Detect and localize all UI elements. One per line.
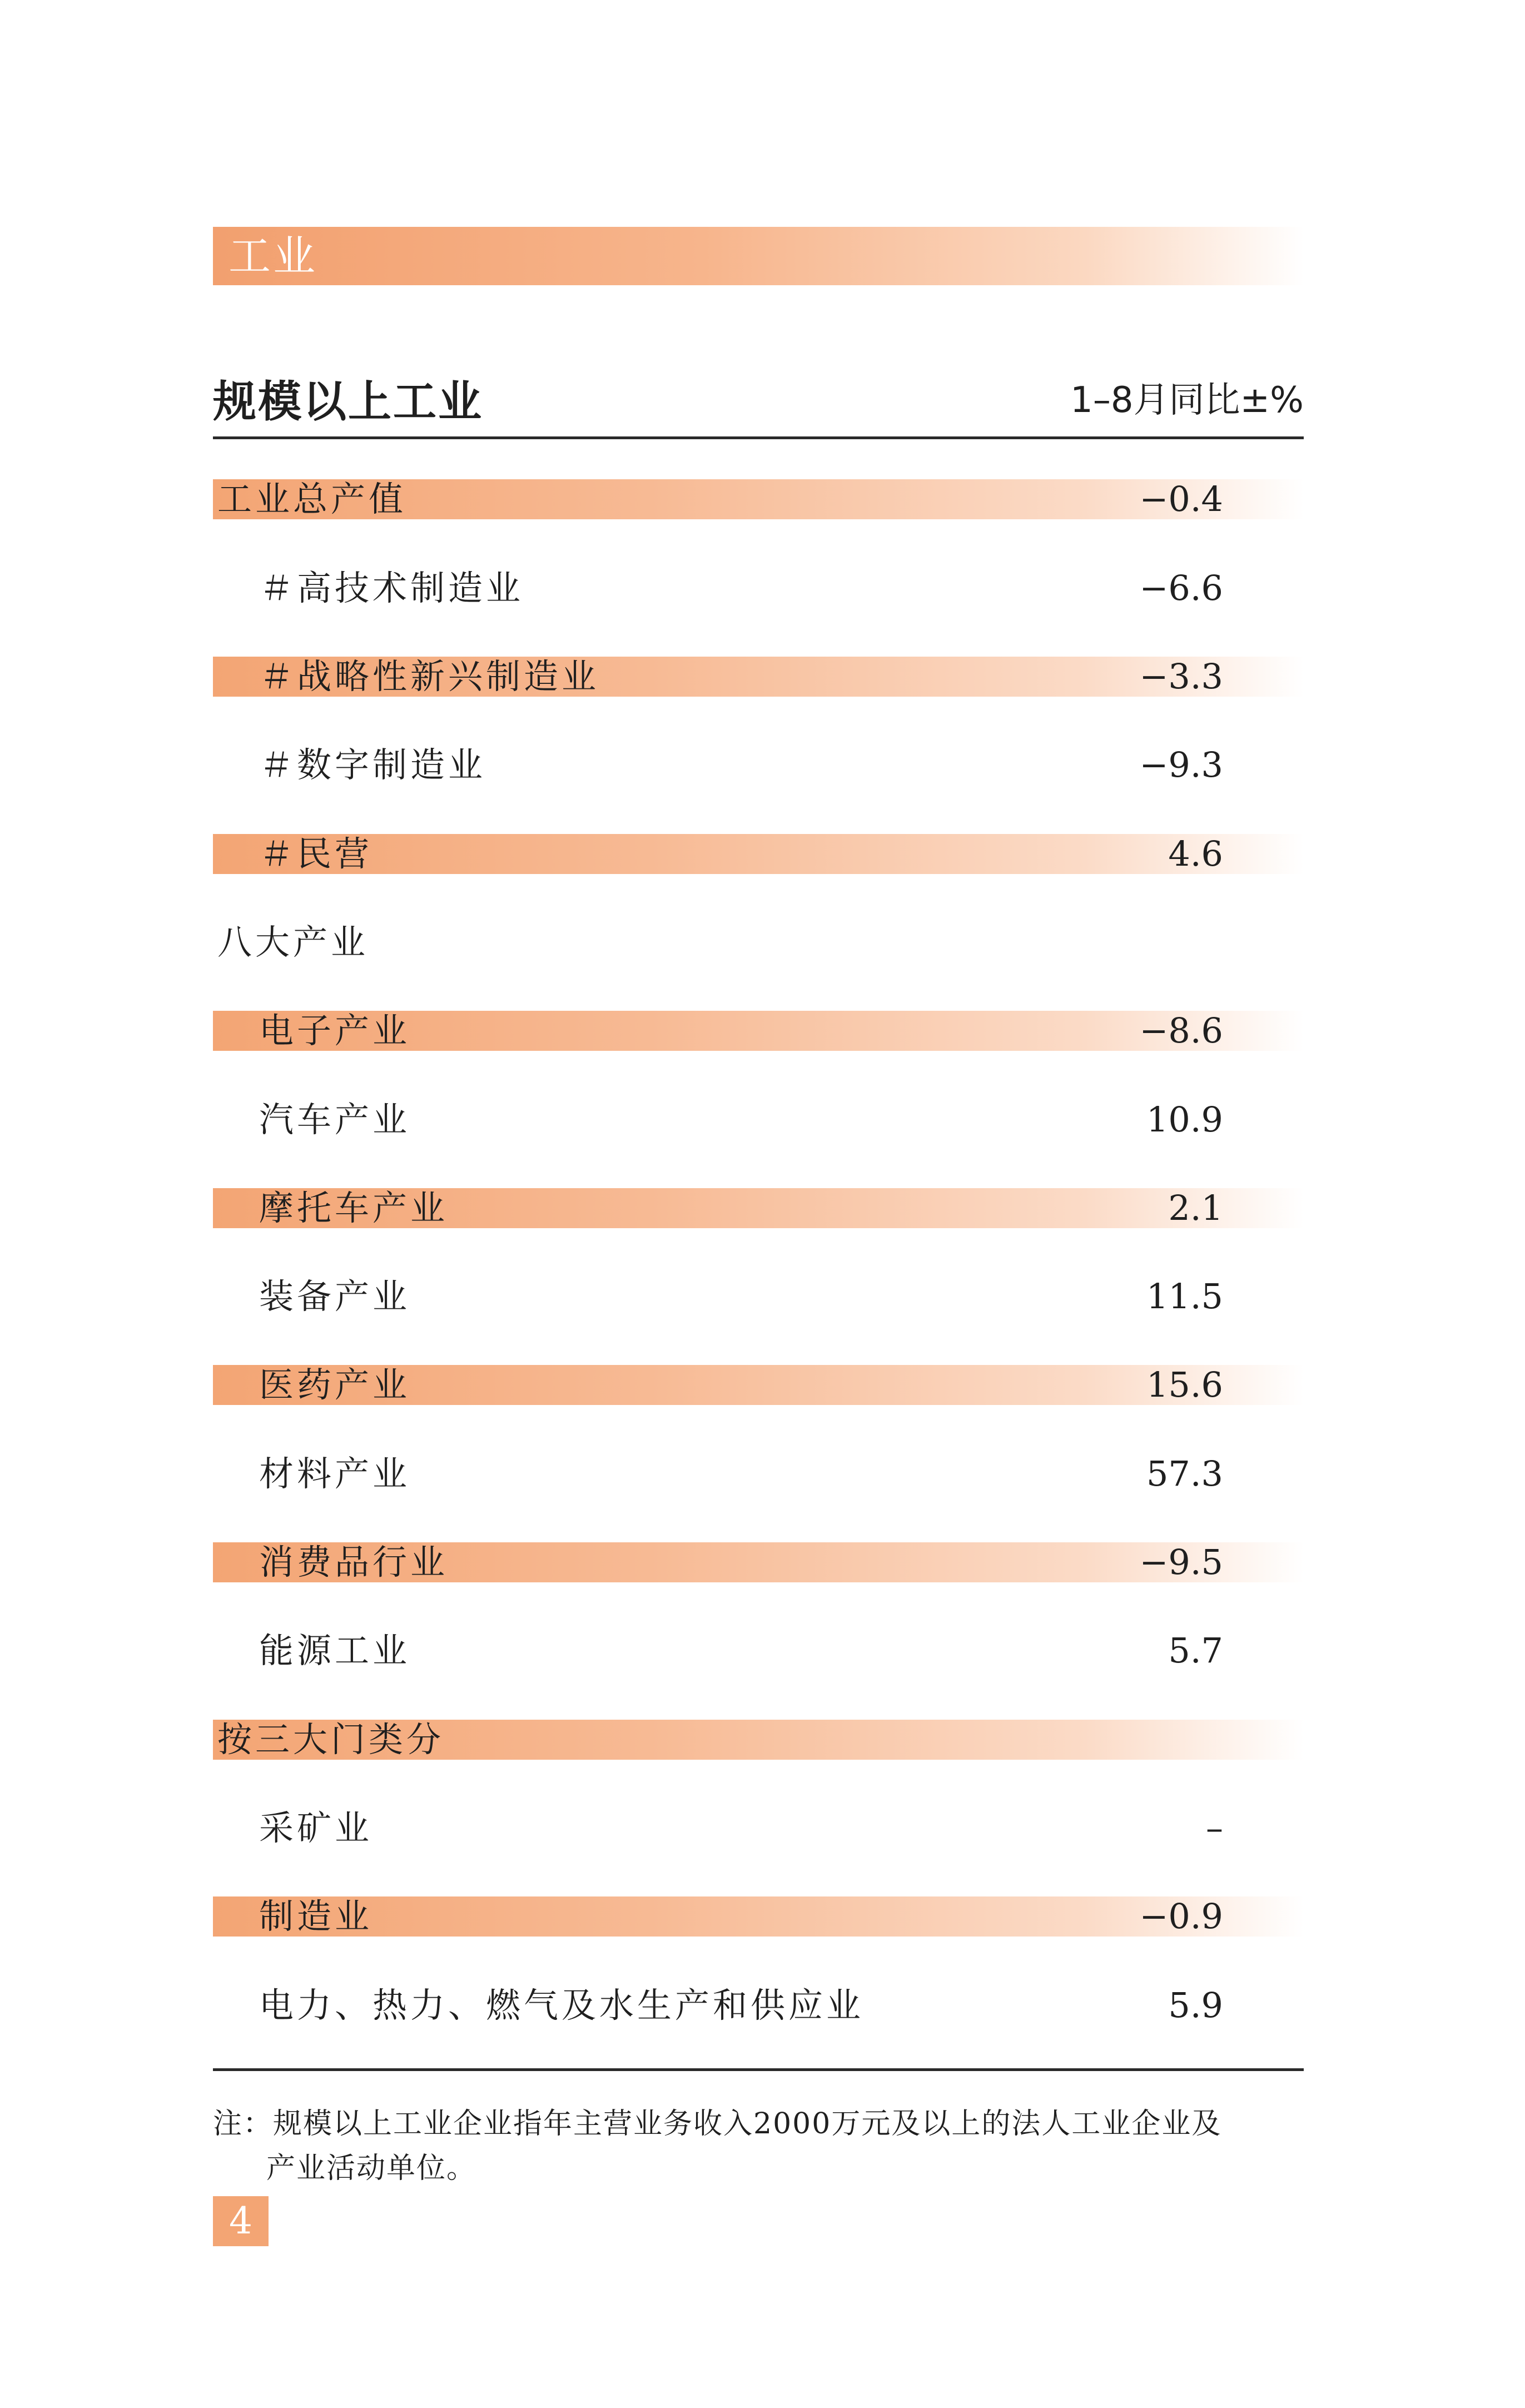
row-label: ＃民营 bbox=[259, 833, 373, 874]
row-value: – bbox=[1206, 1808, 1223, 1848]
row-value: −9.3 bbox=[1139, 744, 1223, 785]
table-row bbox=[213, 745, 1304, 785]
row-value: 2.1 bbox=[1168, 1188, 1223, 1228]
row-value: 10.9 bbox=[1146, 1099, 1223, 1140]
table-row bbox=[213, 1454, 1304, 1494]
row-label: ＃战略性新兴制造业 bbox=[259, 656, 600, 697]
row-label: 电力、热力、燃气及水生产和供应业 bbox=[259, 1985, 865, 2025]
table-row bbox=[213, 1542, 1304, 1582]
page-number: 4 bbox=[213, 2196, 269, 2246]
group-label: 八大产业 bbox=[217, 922, 369, 962]
table-row bbox=[213, 1631, 1304, 1671]
footnote-line: 产业活动单位。 bbox=[266, 2152, 477, 2185]
row-label: 能源工业 bbox=[259, 1630, 411, 1671]
table-group-row bbox=[213, 922, 1304, 962]
row-label: 采矿业 bbox=[259, 1808, 373, 1848]
row-value: −3.3 bbox=[1139, 656, 1223, 697]
row-label: 制造业 bbox=[259, 1896, 373, 1937]
row-value: 57.3 bbox=[1146, 1453, 1223, 1494]
table-bottom-rule bbox=[213, 2068, 1304, 2071]
table-row bbox=[213, 1985, 1304, 2025]
table-row bbox=[213, 479, 1304, 519]
table-row bbox=[213, 1100, 1304, 1140]
table-row bbox=[213, 1808, 1304, 1848]
row-value: 5.9 bbox=[1168, 1985, 1223, 2025]
row-value: −6.6 bbox=[1139, 568, 1223, 608]
row-value: −0.9 bbox=[1139, 1896, 1223, 1937]
row-label: 消费品行业 bbox=[259, 1542, 449, 1582]
table-row bbox=[213, 1365, 1304, 1405]
table-row bbox=[213, 657, 1304, 697]
row-label: ＃数字制造业 bbox=[259, 744, 486, 785]
footnote-line: 注：规模以上工业企业指年主营业务收入2000万元及以上的法人工业企业及 bbox=[213, 2107, 1222, 2141]
row-value: −8.6 bbox=[1139, 1010, 1223, 1051]
table-row bbox=[213, 568, 1304, 608]
table-row bbox=[213, 1011, 1304, 1051]
column-header: 1–8月同比±% bbox=[1070, 380, 1304, 421]
table-row bbox=[213, 1188, 1304, 1228]
table-row bbox=[213, 834, 1304, 874]
row-label: 医药产业 bbox=[259, 1364, 411, 1405]
row-label: 工业总产值 bbox=[217, 479, 407, 519]
footnote bbox=[213, 2102, 1314, 2191]
table-row bbox=[213, 1277, 1304, 1317]
row-label: 装备产业 bbox=[259, 1276, 411, 1317]
section-banner bbox=[213, 227, 1304, 285]
row-value: 15.6 bbox=[1146, 1364, 1223, 1405]
row-label: 材料产业 bbox=[259, 1453, 411, 1494]
row-value: 5.7 bbox=[1168, 1630, 1223, 1671]
section-title: 工业 bbox=[228, 231, 317, 281]
table-top-rule bbox=[213, 436, 1304, 439]
table-group-row bbox=[213, 1720, 1304, 1760]
row-label: ＃高技术制造业 bbox=[259, 568, 524, 608]
group-label: 按三大门类分 bbox=[217, 1719, 445, 1760]
row-value: −9.5 bbox=[1139, 1542, 1223, 1582]
row-value: −0.4 bbox=[1139, 479, 1223, 519]
row-label: 电子产业 bbox=[259, 1010, 411, 1051]
row-value: 11.5 bbox=[1146, 1276, 1223, 1317]
table-row bbox=[213, 1896, 1304, 1937]
table-title: 规模以上工业 bbox=[213, 377, 484, 427]
row-label: 汽车产业 bbox=[259, 1099, 411, 1140]
row-label: 摩托车产业 bbox=[259, 1188, 449, 1228]
row-value: 4.6 bbox=[1168, 833, 1223, 874]
